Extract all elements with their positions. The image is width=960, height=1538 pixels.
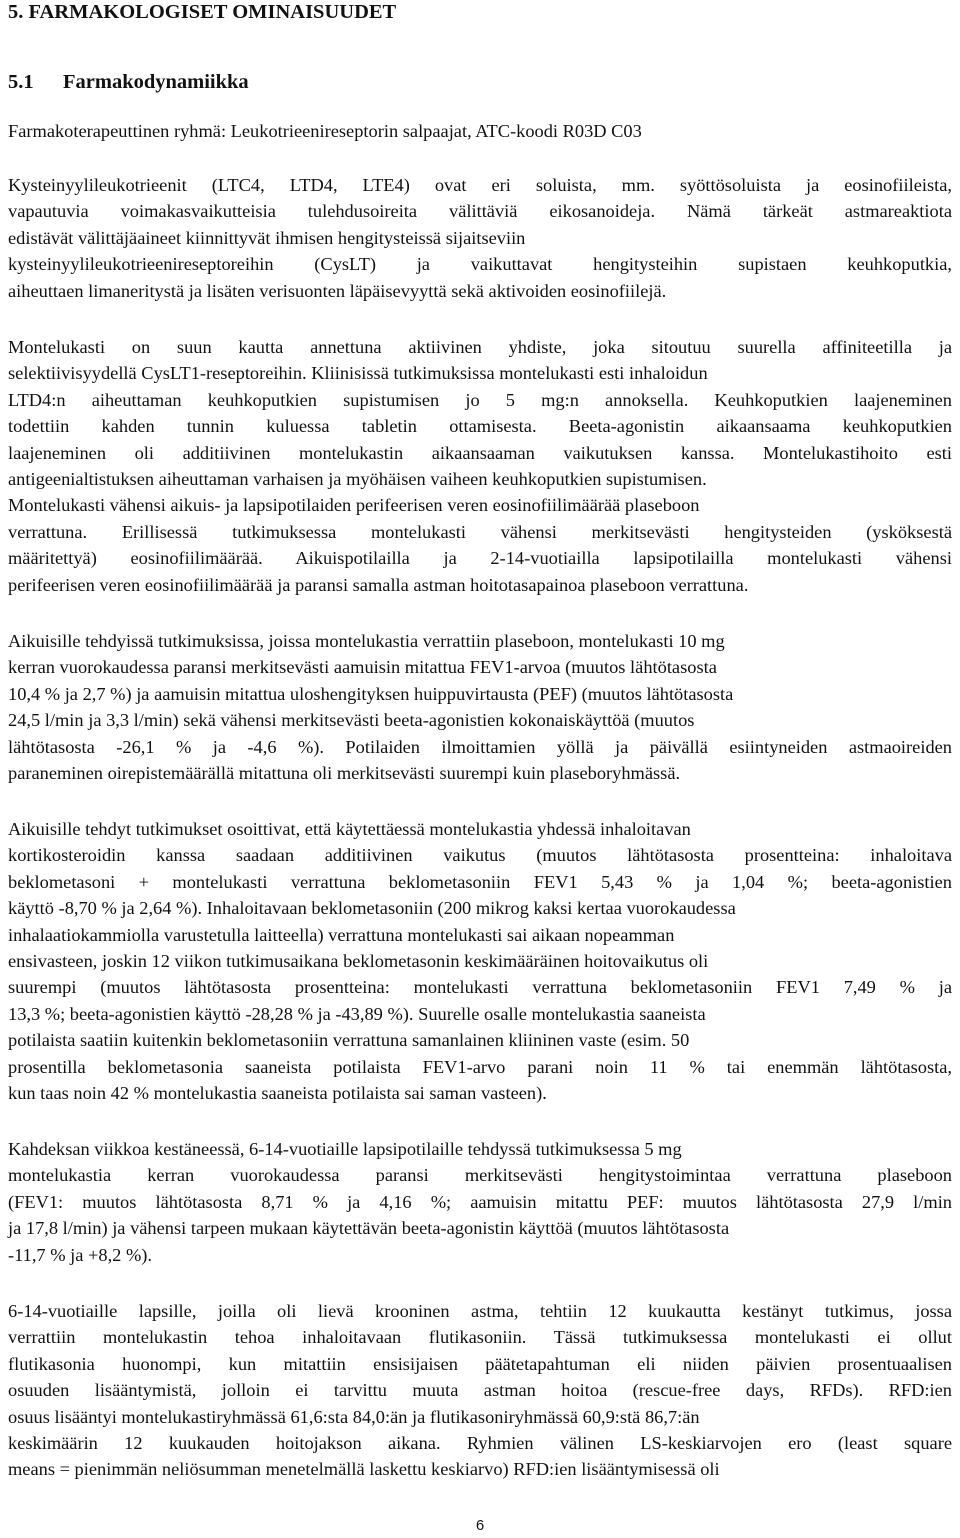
- subsection-number: 5.1: [8, 71, 34, 93]
- paragraph-line: Aikuisille tehdyissä tutkimuksissa, joissa montelukastia verrattiin plaseboon, montelukasti 10 mg: [8, 631, 725, 651]
- paragraph-line: ensivasteen, joskin 12 viikon tutkimusaikana beklometasonin keskimääräinen hoitovaikutus oli: [8, 950, 709, 971]
- paragraph-line: perifeerisen veren eosinofiilimäärää ja paransi samalla astman hoitotasapainoa plaseboon verrattuna.: [8, 574, 749, 595]
- paragraph-adult-placebo-studies: [8, 628, 952, 786]
- paragraph-line: Montelukasti vähensi aikuis- ja lapsipotilaiden perifeerisen veren eosinofiilimäärää plaseboon: [8, 495, 700, 516]
- paragraph-atc-classification: [8, 118, 952, 144]
- section-heading: [8, 0, 396, 24]
- paragraph-line: Montelukasti on suun kautta annettuna aktiivinen yhdiste, joka sitoutuu suurella affiniteetilla ja: [8, 337, 952, 357]
- paragraph-adult-corticosteroid-studies: [8, 816, 952, 1106]
- paragraph-line: vapautuvia voimakasvaikutteisia tulehdusoireita välittäviä eikosanoideja. Nämä tärkeät astmareaktiota: [8, 201, 952, 222]
- subsection-heading: [8, 70, 249, 94]
- paragraph-line: kortikosteroidin kanssa saadaan additiivinen vaikutus (muutos lähtötasosta prosentteina: inhaloitava: [8, 845, 952, 866]
- paragraph-line: verrattiin montelukastin tehoa inhaloitavaan flutikasoniin. Tässä tutkimuksessa montelukasti ei ollut: [8, 1327, 952, 1348]
- paragraph-line: kerran vuorokaudessa paransi merkitsevästi aamuisin mitattua FEV1-arvoa (muutos lähtötasosta: [8, 657, 717, 678]
- page-number: 6: [475, 1517, 485, 1534]
- paragraph-line: potilaista saatiin kuitenkin beklometasoniin verrattuna samanlainen kliininen vaste (esim. 50: [8, 1030, 690, 1051]
- paragraph-line: ja 17,8 l/min) ja vähensi tarpeen mukaan käytettävän beeta-agonistin käyttöä (muutos lähtötasosta: [8, 1218, 730, 1239]
- paragraph-line: Aikuisille tehdyt tutkimukset osoittivat, että käytettäessä montelukastia yhdessä inhaloitavan: [8, 819, 691, 839]
- paragraph-line: verrattuna. Erillisessä tutkimuksessa montelukasti vähensi merkitsevästi hengitysteiden (ysköksestä: [8, 521, 952, 542]
- paragraph-line: kun taas noin 42 % montelukastia saaneista potilaista sai saman vasteen).: [8, 1082, 547, 1103]
- paragraph-line: 24,5 l/min ja 3,3 l/min) sekä vähensi merkitsevästi beeta-agonistien kokonaiskäyttöä (muutos: [8, 710, 695, 731]
- paragraph-montelukast-mechanism: [8, 334, 952, 598]
- paragraph-line: selektiivisyydellä CysLT1-reseptoreihin. Kliinisissä tutkimuksissa montelukasti esti inhaloidun: [8, 363, 708, 384]
- paragraph-line: osuuden lisääntymistä, jolloin ei tarvittu muuta astman hoitoa (rescue-free days, RFDs). RFD:ien: [8, 1380, 952, 1401]
- paragraph-line: suurempi (muutos lähtötasosta prosentteina: montelukasti verrattuna beklometasoniin FEV1 7,49 % ja: [8, 977, 952, 998]
- paragraph-line: edistävät välittäjäaineet kiinnittyvät ihmisen hengitysteissä sijaitseviin: [8, 227, 526, 248]
- paragraph-line: montelukastia kerran vuorokaudessa paransi merkitsevästi hengitystoimintaa verrattuna plaseboon: [8, 1165, 952, 1186]
- section-number: 5.: [8, 1, 24, 23]
- paragraph-pediatric-12-month-study: [8, 1298, 952, 1483]
- paragraph-line: käyttö -8,70 % ja 2,64 %). Inhaloitavaan beklometasoniin (200 mikrog kaksi kertaa vuorokaudessa: [8, 898, 736, 919]
- paragraph-line: Kysteinyylileukotrieenit (LTC4, LTD4, LTE4) ovat eri soluista, mm. syöttösoluista ja eosinofiileista,: [8, 175, 952, 195]
- paragraph-line: kysteinyylileukotrieenireseptoreihin (CysLT) ja vaikuttavat hengitysteihin supistaen keuhkoputkia,: [8, 254, 952, 275]
- paragraph-line: 13,3 %; beeta-agonistien käyttö -28,28 % ja -43,89 %). Suurelle osalle montelukastia saaneista: [8, 1003, 706, 1024]
- paragraph-line: inhalaatiokammiolla varustetulla laitteella) verrattuna montelukasti sai aikaan nopeamman: [8, 924, 675, 945]
- paragraph-line: beklometasoni + montelukasti verrattuna beklometasoniin FEV1 5,43 % ja 1,04 %; beeta-agonistien: [8, 871, 952, 892]
- paragraph-line: -11,7 % ja +8,2 %).: [8, 1244, 153, 1265]
- paragraph-line: antigeenialtistuksen aiheuttaman varhaisen ja myöhäisen vaiheen keuhkoputkien supistumisen.: [8, 468, 707, 489]
- paragraph-line: 10,4 % ja 2,7 %) ja aamuisin mitattua uloshengityksen huippuvirtausta (PEF) (muutos lähtötasosta: [8, 683, 734, 704]
- subsection-title: Farmakodynamiikka: [63, 71, 249, 93]
- paragraph-pediatric-8-week-study: [8, 1136, 952, 1268]
- paragraph-line: prosentilla beklometasonia saaneista potilaista FEV1-arvo parani noin 11 % tai enemmän lähtötasosta,: [8, 1056, 952, 1077]
- paragraph-line: paraneminen oirepistemäärällä mitattuna oli merkitsevästi suurempi kuin plaseboryhmässä.: [8, 762, 681, 783]
- paragraph-line: aiheuttaen limaneritystä ja lisäten verisuonten läpäisevyyttä sekä aktivoiden eosinofiilejä.: [8, 280, 667, 301]
- paragraph-line: means = pienimmän neliösumman menetelmällä laskettu keskiarvo) RFD:ien lisääntymisessä oli: [8, 1459, 720, 1480]
- section-title: FARMAKOLOGISET OMINAISUUDET: [28, 1, 397, 23]
- paragraph-line: lähtötasosta -26,1 % ja -4,6 %). Potilaiden ilmoittamien yöllä ja päivällä esiintyneiden astmaoireiden: [8, 736, 952, 757]
- paragraph-line: Farmakoterapeuttinen ryhmä: Leukotrieenireseptorin salpaajat, ATC-koodi R03D C03: [8, 121, 642, 141]
- paragraph-line: keskimäärin 12 kuukauden hoitojakson aikana. Ryhmien välinen LS-keskiarvojen ero (least square: [8, 1432, 952, 1453]
- paragraph-line: 6-14-vuotiaille lapsille, joilla oli lievä krooninen astma, tehtiin 12 kuukautta kestänyt tutkimus, jossa: [8, 1301, 952, 1321]
- paragraph-line: määritettyä) eosinofiilimäärää. Aikuispotilailla ja 2-14-vuotiailla lapsipotilailla montelukasti vähensi: [8, 548, 952, 569]
- paragraph-line: laajeneminen oli additiivinen montelukastin aikaansaaman vaikutuksen kanssa. Montelukastihoito esti: [8, 442, 952, 463]
- paragraph-line: osuus lisääntyi montelukastiryhmässä 61,6:sta 84,0:än ja flutikasoniryhmässä 60,9:stä 86,7:än: [8, 1406, 700, 1427]
- paragraph-line: flutikasonia huonompi, kun mitattiin ensisijaisen päätetapahtuman eli niiden päivien prosentuaalisen: [8, 1353, 952, 1374]
- paragraph-line: Kahdeksan viikkoa kestäneessä, 6-14-vuotiaille lapsipotilaille tehdyssä tutkimuksessa 5 mg: [8, 1139, 682, 1159]
- paragraph-line: todettiin kahden tunnin kuluessa tabletin ottamisesta. Beeta-agonistin aikaansaama keuhkoputkien: [8, 416, 952, 437]
- paragraph-line: LTD4:n aiheuttaman keuhkoputkien supistumisen jo 5 mg:n annoksella. Keuhkoputkien laajeneminen: [8, 389, 952, 410]
- paragraph-leukotrienes: [8, 172, 952, 304]
- paragraph-line: (FEV1: muutos lähtötasosta 8,71 % ja 4,16 %; aamuisin mitattu PEF: muutos lähtötasosta 27,9 l/min: [8, 1191, 952, 1212]
